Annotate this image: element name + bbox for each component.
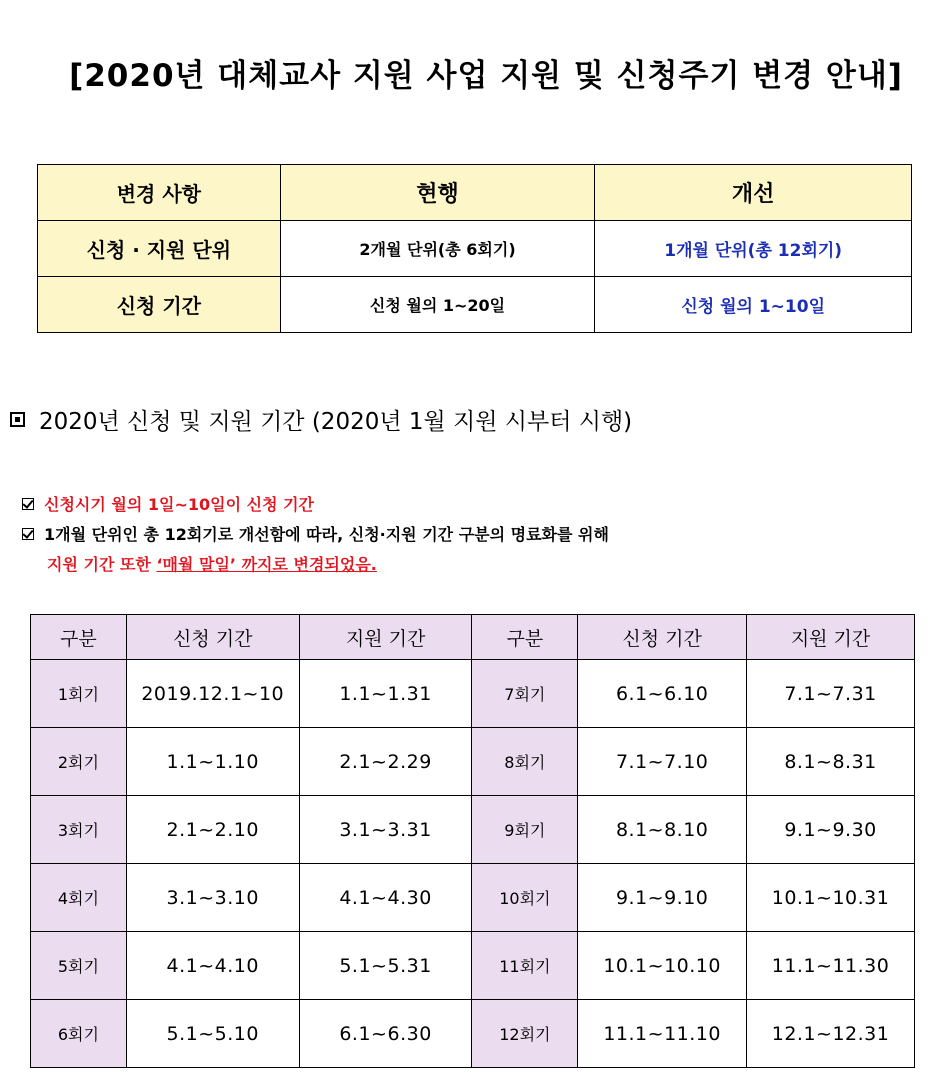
apply-period: 11.1~11.10 bbox=[578, 1000, 747, 1068]
current-value: 2개월 단위(총 6회기) bbox=[280, 221, 595, 277]
header-support-period: 지원 기간 bbox=[299, 615, 472, 660]
table-row bbox=[31, 1000, 915, 1068]
support-period: 1.1~1.31 bbox=[299, 660, 472, 728]
header-support-period: 지원 기간 bbox=[747, 615, 915, 660]
row-label: 신청 기간 bbox=[38, 277, 281, 333]
schedule-header-row bbox=[31, 615, 915, 660]
support-period: 10.1~10.31 bbox=[747, 864, 915, 932]
apply-period: 9.1~9.10 bbox=[578, 864, 747, 932]
round-label: 10회기 bbox=[472, 864, 578, 932]
support-period: 9.1~9.30 bbox=[747, 796, 915, 864]
schedule-table bbox=[30, 614, 915, 1068]
header-improved: 개선 bbox=[595, 165, 912, 221]
note-text: 1개월 단위인 총 12회기로 개선함에 따라, 신청·지원 기간 구분의 명료화를 위해 bbox=[44, 525, 609, 544]
header-apply-period: 신청 기간 bbox=[126, 615, 299, 660]
checkbox-icon bbox=[22, 498, 34, 510]
table-row bbox=[31, 932, 915, 1000]
row-label: 신청 · 지원 단위 bbox=[38, 221, 281, 277]
header-apply-period: 신청 기간 bbox=[578, 615, 747, 660]
apply-period: 1.1~1.10 bbox=[126, 728, 299, 796]
apply-period: 10.1~10.10 bbox=[578, 932, 747, 1000]
support-period: 8.1~8.31 bbox=[747, 728, 915, 796]
round-label: 9회기 bbox=[472, 796, 578, 864]
section-heading bbox=[10, 403, 632, 436]
round-label: 6회기 bbox=[31, 1000, 127, 1068]
support-period: 5.1~5.31 bbox=[299, 932, 472, 1000]
table-row bbox=[31, 660, 915, 728]
round-label: 1회기 bbox=[31, 660, 127, 728]
square-bullet-icon bbox=[10, 412, 25, 427]
header-current: 현행 bbox=[280, 165, 595, 221]
header-change-item: 변경 사항 bbox=[38, 165, 281, 221]
round-label: 2회기 bbox=[31, 728, 127, 796]
change-comparison-table bbox=[37, 164, 912, 333]
apply-period: 5.1~5.10 bbox=[126, 1000, 299, 1068]
support-period: 2.1~2.29 bbox=[299, 728, 472, 796]
table-row bbox=[31, 796, 915, 864]
apply-period: 4.1~4.10 bbox=[126, 932, 299, 1000]
round-label: 5회기 bbox=[31, 932, 127, 1000]
notes-block bbox=[22, 490, 609, 580]
support-period: 7.1~7.31 bbox=[747, 660, 915, 728]
improved-value: 신청 월의 1~10일 bbox=[595, 277, 912, 333]
table-row bbox=[31, 728, 915, 796]
apply-period: 6.1~6.10 bbox=[578, 660, 747, 728]
note-line-1 bbox=[22, 490, 609, 520]
apply-period: 3.1~3.10 bbox=[126, 864, 299, 932]
support-period: 4.1~4.30 bbox=[299, 864, 472, 932]
round-label: 4회기 bbox=[31, 864, 127, 932]
note-line-2 bbox=[22, 520, 609, 550]
apply-period: 2019.12.1~10 bbox=[126, 660, 299, 728]
header-round: 구분 bbox=[472, 615, 578, 660]
table-row bbox=[31, 864, 915, 932]
comparison-header-row bbox=[38, 165, 912, 221]
round-label: 8회기 bbox=[472, 728, 578, 796]
round-label: 3회기 bbox=[31, 796, 127, 864]
header-round: 구분 bbox=[31, 615, 127, 660]
page-title: [2020년 대체교사 지원 사업 지원 및 신청주기 변경 안내] bbox=[69, 58, 903, 94]
apply-period: 7.1~7.10 bbox=[578, 728, 747, 796]
note-line-3 bbox=[22, 550, 609, 580]
note-text: 신청시기 월의 1일~10일이 신청 기간 bbox=[44, 495, 315, 514]
comparison-row-unit bbox=[38, 221, 912, 277]
support-period: 6.1~6.30 bbox=[299, 1000, 472, 1068]
apply-period: 2.1~2.10 bbox=[126, 796, 299, 864]
round-label: 11회기 bbox=[472, 932, 578, 1000]
note-text: 지원 기간 또한 bbox=[47, 555, 157, 574]
comparison-row-period bbox=[38, 277, 912, 333]
support-period: 12.1~12.31 bbox=[747, 1000, 915, 1068]
support-period: 11.1~11.30 bbox=[747, 932, 915, 1000]
round-label: 12회기 bbox=[472, 1000, 578, 1068]
note-emphasis: ‘매월 말일’ 까지로 변경되었음. bbox=[156, 555, 377, 574]
section-title: 2020년 신청 및 지원 기간 (2020년 1월 지원 시부터 시행) bbox=[39, 409, 633, 435]
apply-period: 8.1~8.10 bbox=[578, 796, 747, 864]
improved-value: 1개월 단위(총 12회기) bbox=[595, 221, 912, 277]
current-value: 신청 월의 1~20일 bbox=[280, 277, 595, 333]
support-period: 3.1~3.31 bbox=[299, 796, 472, 864]
checkbox-icon bbox=[22, 528, 34, 540]
round-label: 7회기 bbox=[472, 660, 578, 728]
